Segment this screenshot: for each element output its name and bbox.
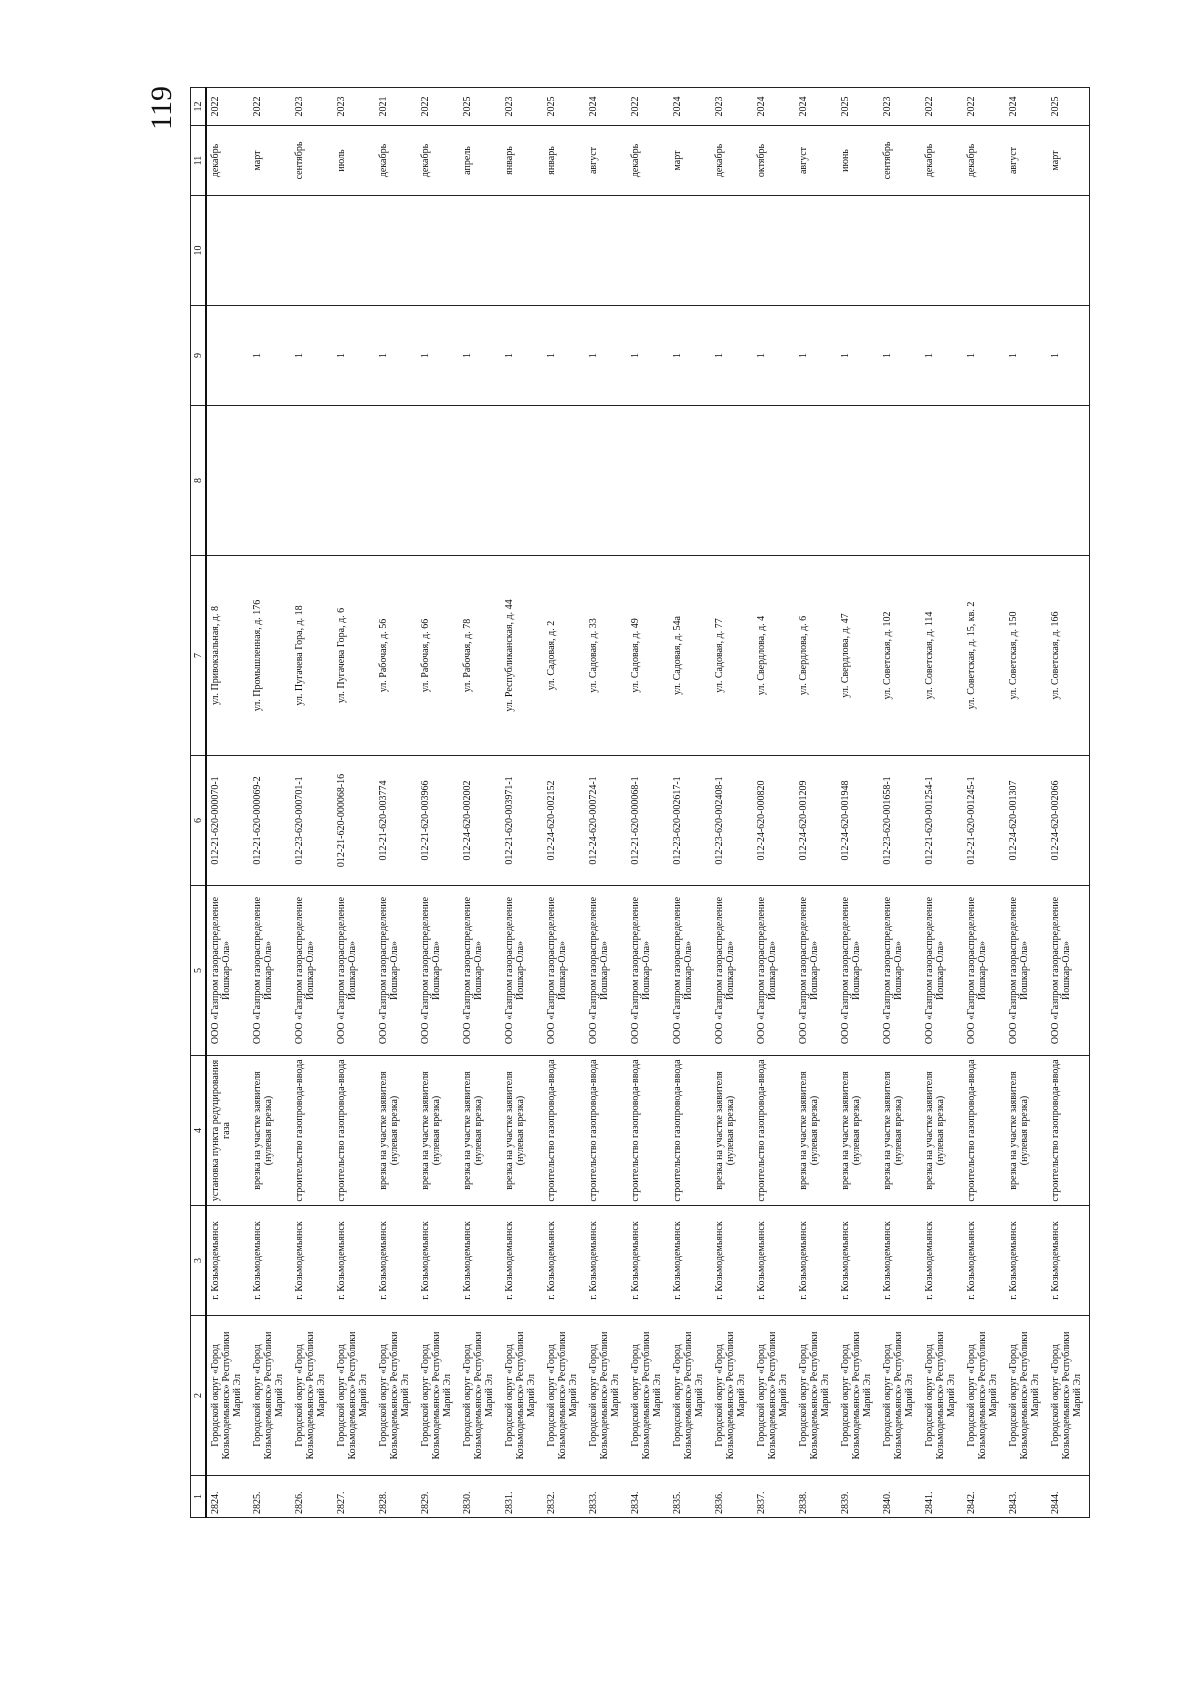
organization-cell: ООО «Газпром газораспределение Йошкар-Ола» xyxy=(206,886,249,1056)
table-row xyxy=(333,88,375,1518)
year-cell: 2025 xyxy=(1047,88,1090,126)
month-cell: август xyxy=(1005,126,1047,196)
address-cell: ул. Садовая, д. 49 xyxy=(627,556,669,756)
city-cell: г. Козьмодемьянск xyxy=(921,1206,963,1316)
table-row xyxy=(627,88,669,1518)
col9-cell: 1 xyxy=(1005,306,1047,406)
table-row xyxy=(206,88,249,1518)
year-cell: 2023 xyxy=(333,88,375,126)
district-cell: Городской округ «Город Козьмодемьянск» Республики Марий Эл xyxy=(795,1316,837,1476)
row-number: 2827. xyxy=(333,1476,375,1518)
district-cell: Городской округ «Город Козьмодемьянск» Республики Марий Эл xyxy=(669,1316,711,1476)
address-cell: ул. Советская, д. 150 xyxy=(1005,556,1047,756)
work-type-cell: врезка на участке заявителя (нулевая врезка) xyxy=(921,1056,963,1206)
col10-cell xyxy=(333,196,375,306)
address-cell: ул. Садовая, д. 77 xyxy=(711,556,753,756)
col9-cell: 1 xyxy=(711,306,753,406)
year-cell: 2023 xyxy=(291,88,333,126)
row-number: 2844. xyxy=(1047,1476,1090,1518)
address-cell: ул. Советская, д. 114 xyxy=(921,556,963,756)
table-row xyxy=(837,88,879,1518)
code-cell: 012-23-620-002408-1 xyxy=(711,756,753,886)
city-cell: г. Козьмодемьянск xyxy=(669,1206,711,1316)
code-cell: 012-24-620-002066 xyxy=(1047,756,1090,886)
row-number: 2831. xyxy=(501,1476,543,1518)
year-cell: 2024 xyxy=(795,88,837,126)
col10-cell xyxy=(249,196,291,306)
col10-cell xyxy=(627,196,669,306)
col9-cell: 1 xyxy=(585,306,627,406)
organization-cell: ООО «Газпром газораспределение Йошкар-Ола» xyxy=(627,886,669,1056)
code-cell: 012-24-620-000724-1 xyxy=(585,756,627,886)
page-number xyxy=(140,88,180,148)
district-cell: Городской округ «Город Козьмодемьянск» Республики Марий Эл xyxy=(1047,1316,1090,1476)
city-cell: г. Козьмодемьянск xyxy=(249,1206,291,1316)
col9-cell: 1 xyxy=(1047,306,1090,406)
col8-cell xyxy=(1005,406,1047,556)
year-cell: 2024 xyxy=(585,88,627,126)
col9-cell: 1 xyxy=(249,306,291,406)
year-cell: 2022 xyxy=(249,88,291,126)
district-cell: Городской округ «Город Козьмодемьянск» Республики Марий Эл xyxy=(375,1316,417,1476)
code-cell: 012-24-620-002002 xyxy=(459,756,501,886)
organization-cell: ООО «Газпром газораспределение Йошкар-Ола» xyxy=(1005,886,1047,1056)
col9-cell: 1 xyxy=(333,306,375,406)
organization-cell: ООО «Газпром газораспределение Йошкар-Ола» xyxy=(1047,886,1090,1056)
organization-cell: ООО «Газпром газораспределение Йошкар-Ола» xyxy=(837,886,879,1056)
district-cell: Городской округ «Город Козьмодемьянск» Республики Марий Эл xyxy=(501,1316,543,1476)
column-header-11: 11 xyxy=(191,126,207,196)
row-number: 2842. xyxy=(963,1476,1005,1518)
year-cell: 2023 xyxy=(711,88,753,126)
organization-cell: ООО «Газпром газораспределение Йошкар-Ола» xyxy=(879,886,921,1056)
work-type-cell: врезка на участке заявителя (нулевая врезка) xyxy=(459,1056,501,1206)
col8-cell xyxy=(627,406,669,556)
table-row xyxy=(291,88,333,1518)
district-cell: Городской округ «Город Козьмодемьянск» Республики Марий Эл xyxy=(291,1316,333,1476)
col8-cell xyxy=(669,406,711,556)
code-cell: 012-24-620-000820 xyxy=(753,756,795,886)
month-cell: март xyxy=(249,126,291,196)
code-cell: 012-21-620-001254-1 xyxy=(921,756,963,886)
code-cell: 012-21-620-001245-1 xyxy=(963,756,1005,886)
row-number: 2824. xyxy=(206,1476,249,1518)
year-cell: 2022 xyxy=(963,88,1005,126)
col8-cell xyxy=(963,406,1005,556)
work-type-cell: врезка на участке заявителя (нулевая врезка) xyxy=(1005,1056,1047,1206)
row-number: 2832. xyxy=(543,1476,585,1518)
month-cell: август xyxy=(795,126,837,196)
column-header-3: 3 xyxy=(191,1206,207,1316)
month-cell: декабрь xyxy=(627,126,669,196)
col8-cell xyxy=(879,406,921,556)
column-header-2: 2 xyxy=(191,1316,207,1476)
col8-cell xyxy=(375,406,417,556)
col9-cell: 1 xyxy=(669,306,711,406)
table-row xyxy=(669,88,711,1518)
col10-cell xyxy=(459,196,501,306)
work-type-cell: врезка на участке заявителя (нулевая врезка) xyxy=(375,1056,417,1206)
organization-cell: ООО «Газпром газораспределение Йошкар-Ола» xyxy=(963,886,1005,1056)
address-cell: ул. Промышленная, д. 176 xyxy=(249,556,291,756)
col8-cell xyxy=(795,406,837,556)
row-number: 2836. xyxy=(711,1476,753,1518)
col10-cell xyxy=(711,196,753,306)
gasification-table xyxy=(190,87,1090,1518)
col8-cell xyxy=(249,406,291,556)
work-type-cell: строительство газопровода-ввода xyxy=(1047,1056,1090,1206)
row-number: 2830. xyxy=(459,1476,501,1518)
column-header-1: 1 xyxy=(191,1476,207,1518)
table-row xyxy=(1005,88,1047,1518)
col10-cell xyxy=(837,196,879,306)
col9-cell: 1 xyxy=(963,306,1005,406)
col8-cell xyxy=(1047,406,1090,556)
col9-cell: 1 xyxy=(417,306,459,406)
district-cell: Городской округ «Город Козьмодемьянск» Республики Марий Эл xyxy=(333,1316,375,1476)
row-number: 2843. xyxy=(1005,1476,1047,1518)
month-cell: июнь xyxy=(837,126,879,196)
address-cell: ул. Рабочая, д. 78 xyxy=(459,556,501,756)
code-cell: 012-21-620-003966 xyxy=(417,756,459,886)
column-header-7: 7 xyxy=(191,556,207,756)
district-cell: Городской округ «Город Козьмодемьянск» Республики Марий Эл xyxy=(459,1316,501,1476)
table-header xyxy=(191,88,207,1518)
district-cell: Городской округ «Город Козьмодемьянск» Республики Марий Эл xyxy=(627,1316,669,1476)
row-number: 2838. xyxy=(795,1476,837,1518)
col10-cell xyxy=(1005,196,1047,306)
table-row xyxy=(543,88,585,1518)
month-cell: декабрь xyxy=(206,126,249,196)
district-cell: Городской округ «Город Козьмодемьянск» Республики Марий Эл xyxy=(585,1316,627,1476)
table-row xyxy=(501,88,543,1518)
header-row xyxy=(191,88,207,1518)
col8-cell xyxy=(501,406,543,556)
organization-cell: ООО «Газпром газораспределение Йошкар-Ола» xyxy=(417,886,459,1056)
city-cell: г. Козьмодемьянск xyxy=(459,1206,501,1316)
col8-cell xyxy=(333,406,375,556)
table-row xyxy=(879,88,921,1518)
work-type-cell: строительство газопровода-ввода xyxy=(963,1056,1005,1206)
col10-cell xyxy=(375,196,417,306)
col10-cell xyxy=(669,196,711,306)
year-cell: 2022 xyxy=(921,88,963,126)
col8-cell xyxy=(837,406,879,556)
work-type-cell: строительство газопровода-ввода xyxy=(543,1056,585,1206)
row-number: 2828. xyxy=(375,1476,417,1518)
row-number: 2835. xyxy=(669,1476,711,1518)
month-cell: апрель xyxy=(459,126,501,196)
district-cell: Городской округ «Город Козьмодемьянск» Республики Марий Эл xyxy=(417,1316,459,1476)
page-number-text: 119 xyxy=(144,86,178,130)
table-row xyxy=(249,88,291,1518)
city-cell: г. Козьмодемьянск xyxy=(501,1206,543,1316)
row-number: 2839. xyxy=(837,1476,879,1518)
address-cell: ул. Свердлова, д. 6 xyxy=(795,556,837,756)
row-number: 2829. xyxy=(417,1476,459,1518)
organization-cell: ООО «Газпром газораспределение Йошкар-Ола» xyxy=(291,886,333,1056)
col8-cell xyxy=(543,406,585,556)
month-cell: декабрь xyxy=(417,126,459,196)
address-cell: ул. Рабочая, д. 66 xyxy=(417,556,459,756)
row-number: 2834. xyxy=(627,1476,669,1518)
row-number: 2837. xyxy=(753,1476,795,1518)
col10-cell xyxy=(291,196,333,306)
code-cell: 012-21-620-000068-1 xyxy=(627,756,669,886)
month-cell: март xyxy=(1047,126,1090,196)
month-cell: декабрь xyxy=(375,126,417,196)
city-cell: г. Козьмодемьянск xyxy=(543,1206,585,1316)
year-cell: 2024 xyxy=(753,88,795,126)
row-number: 2841. xyxy=(921,1476,963,1518)
code-cell: 012-23-620-002617-1 xyxy=(669,756,711,886)
col9-cell: 1 xyxy=(753,306,795,406)
month-cell: октябрь xyxy=(753,126,795,196)
col9-cell: 1 xyxy=(501,306,543,406)
work-type-cell: установка пункта редуцирования газа xyxy=(206,1056,249,1206)
table-row xyxy=(1047,88,1090,1518)
table-row xyxy=(585,88,627,1518)
col9-cell: 1 xyxy=(879,306,921,406)
organization-cell: ООО «Газпром газораспределение Йошкар-Ола» xyxy=(669,886,711,1056)
col8-cell xyxy=(753,406,795,556)
code-cell: 012-24-620-001307 xyxy=(1005,756,1047,886)
col10-cell xyxy=(1047,196,1090,306)
row-number: 2826. xyxy=(291,1476,333,1518)
organization-cell: ООО «Газпром газораспределение Йошкар-Ола» xyxy=(921,886,963,1056)
col10-cell xyxy=(206,196,249,306)
district-cell: Городской округ «Город Козьмодемьянск» Республики Марий Эл xyxy=(711,1316,753,1476)
col10-cell xyxy=(501,196,543,306)
col9-cell xyxy=(206,306,249,406)
col9-cell: 1 xyxy=(543,306,585,406)
city-cell: г. Козьмодемьянск xyxy=(837,1206,879,1316)
work-type-cell: врезка на участке заявителя (нулевая врезка) xyxy=(501,1056,543,1206)
district-cell: Городской округ «Город Козьмодемьянск» Республики Марий Эл xyxy=(753,1316,795,1476)
code-cell: 012-23-620-000701-1 xyxy=(291,756,333,886)
year-cell: 2025 xyxy=(543,88,585,126)
year-cell: 2022 xyxy=(417,88,459,126)
city-cell: г. Козьмодемьянск xyxy=(753,1206,795,1316)
code-cell: 012-21-620-003774 xyxy=(375,756,417,886)
organization-cell: ООО «Газпром газораспределение Йошкар-Ола» xyxy=(585,886,627,1056)
col10-cell xyxy=(585,196,627,306)
year-cell: 2024 xyxy=(669,88,711,126)
year-cell: 2022 xyxy=(627,88,669,126)
code-cell: 012-21-620-003971-1 xyxy=(501,756,543,886)
city-cell: г. Козьмодемьянск xyxy=(585,1206,627,1316)
month-cell: июль xyxy=(333,126,375,196)
row-number: 2825. xyxy=(249,1476,291,1518)
col10-cell xyxy=(963,196,1005,306)
col8-cell xyxy=(921,406,963,556)
work-type-cell: строительство газопровода-ввода xyxy=(585,1056,627,1206)
col8-cell xyxy=(459,406,501,556)
address-cell: ул. Рабочая, д. 56 xyxy=(375,556,417,756)
address-cell: ул. Свердлова, д. 4 xyxy=(753,556,795,756)
table-row xyxy=(753,88,795,1518)
column-header-9: 9 xyxy=(191,306,207,406)
col9-cell: 1 xyxy=(627,306,669,406)
row-number: 2833. xyxy=(585,1476,627,1518)
address-cell: ул. Привокзальная, д. 8 xyxy=(206,556,249,756)
col10-cell xyxy=(921,196,963,306)
col10-cell xyxy=(543,196,585,306)
col8-cell xyxy=(206,406,249,556)
organization-cell: ООО «Газпром газораспределение Йошкар-Ола» xyxy=(753,886,795,1056)
col10-cell xyxy=(753,196,795,306)
column-header-6: 6 xyxy=(191,756,207,886)
code-cell: 012-21-620-000068-16 xyxy=(333,756,375,886)
address-cell: ул. Пугачева Гора, д. 18 xyxy=(291,556,333,756)
table-row xyxy=(711,88,753,1518)
code-cell: 012-21-620-000070-1 xyxy=(206,756,249,886)
code-cell: 012-24-620-001948 xyxy=(837,756,879,886)
work-type-cell: строительство газопровода-ввода xyxy=(627,1056,669,1206)
table-row xyxy=(375,88,417,1518)
col10-cell xyxy=(795,196,837,306)
city-cell: г. Козьмодемьянск xyxy=(1005,1206,1047,1316)
month-cell: январь xyxy=(501,126,543,196)
col9-cell: 1 xyxy=(459,306,501,406)
work-type-cell: строительство газопровода-ввода xyxy=(753,1056,795,1206)
table-row xyxy=(459,88,501,1518)
district-cell: Городской округ «Город Козьмодемьянск» Республики Марий Эл xyxy=(249,1316,291,1476)
organization-cell: ООО «Газпром газораспределение Йошкар-Ола» xyxy=(333,886,375,1056)
col9-cell: 1 xyxy=(837,306,879,406)
district-cell: Городской округ «Город Козьмодемьянск» Республики Марий Эл xyxy=(963,1316,1005,1476)
city-cell: г. Козьмодемьянск xyxy=(1047,1206,1090,1316)
month-cell: декабрь xyxy=(963,126,1005,196)
work-type-cell: врезка на участке заявителя (нулевая врезка) xyxy=(249,1056,291,1206)
district-cell: Городской округ «Город Козьмодемьянск» Республики Марий Эл xyxy=(921,1316,963,1476)
address-cell: ул. Республиканская, д. 44 xyxy=(501,556,543,756)
district-cell: Городской округ «Город Козьмодемьянск» Республики Марий Эл xyxy=(1005,1316,1047,1476)
year-cell: 2023 xyxy=(501,88,543,126)
col10-cell xyxy=(879,196,921,306)
district-cell: Городской округ «Город Козьмодемьянск» Республики Марий Эл xyxy=(879,1316,921,1476)
work-type-cell: врезка на участке заявителя (нулевая врезка) xyxy=(879,1056,921,1206)
address-cell: ул. Садовая, д. 2 xyxy=(543,556,585,756)
work-type-cell: строительство газопровода-ввода xyxy=(333,1056,375,1206)
month-cell: сентябрь xyxy=(291,126,333,196)
year-cell: 2021 xyxy=(375,88,417,126)
gasification-table-sheet xyxy=(190,88,1083,1518)
table-row xyxy=(417,88,459,1518)
city-cell: г. Козьмодемьянск xyxy=(333,1206,375,1316)
work-type-cell: строительство газопровода-ввода xyxy=(291,1056,333,1206)
col9-cell: 1 xyxy=(375,306,417,406)
address-cell: ул. Пугачева Гора, д. 6 xyxy=(333,556,375,756)
table-row xyxy=(921,88,963,1518)
work-type-cell: врезка на участке заявителя (нулевая врезка) xyxy=(837,1056,879,1206)
address-cell: ул. Советская, д. 15, кв. 2 xyxy=(963,556,1005,756)
col10-cell xyxy=(417,196,459,306)
organization-cell: ООО «Газпром газораспределение Йошкар-Ола» xyxy=(795,886,837,1056)
code-cell: 012-24-620-002152 xyxy=(543,756,585,886)
district-cell: Городской округ «Город Козьмодемьянск» Республики Марий Эл xyxy=(543,1316,585,1476)
col8-cell xyxy=(585,406,627,556)
col8-cell xyxy=(711,406,753,556)
code-cell: 012-23-620-001658-1 xyxy=(879,756,921,886)
organization-cell: ООО «Газпром газораспределение Йошкар-Ола» xyxy=(543,886,585,1056)
col9-cell: 1 xyxy=(795,306,837,406)
col8-cell xyxy=(291,406,333,556)
organization-cell: ООО «Газпром газораспределение Йошкар-Ола» xyxy=(711,886,753,1056)
organization-cell: ООО «Газпром газораспределение Йошкар-Ола» xyxy=(375,886,417,1056)
district-cell: Городской округ «Город Козьмодемьянск» Республики Марий Эл xyxy=(206,1316,249,1476)
city-cell: г. Козьмодемьянск xyxy=(291,1206,333,1316)
column-header-4: 4 xyxy=(191,1056,207,1206)
city-cell: г. Козьмодемьянск xyxy=(963,1206,1005,1316)
month-cell: сентябрь xyxy=(879,126,921,196)
table-row xyxy=(795,88,837,1518)
year-cell: 2025 xyxy=(837,88,879,126)
address-cell: ул. Советская, д. 102 xyxy=(879,556,921,756)
month-cell: декабрь xyxy=(711,126,753,196)
city-cell: г. Козьмодемьянск xyxy=(375,1206,417,1316)
address-cell: ул. Садовая, д. 33 xyxy=(585,556,627,756)
column-header-5: 5 xyxy=(191,886,207,1056)
col9-cell: 1 xyxy=(921,306,963,406)
work-type-cell: строительство газопровода-ввода xyxy=(669,1056,711,1206)
table-row xyxy=(963,88,1005,1518)
organization-cell: ООО «Газпром газораспределение Йошкар-Ола» xyxy=(459,886,501,1056)
work-type-cell: врезка на участке заявителя (нулевая врезка) xyxy=(711,1056,753,1206)
work-type-cell: врезка на участке заявителя (нулевая врезка) xyxy=(417,1056,459,1206)
month-cell: март xyxy=(669,126,711,196)
year-cell: 2025 xyxy=(459,88,501,126)
col9-cell: 1 xyxy=(291,306,333,406)
city-cell: г. Козьмодемьянск xyxy=(206,1206,249,1316)
month-cell: январь xyxy=(543,126,585,196)
district-cell: Городской округ «Город Козьмодемьянск» Республики Марий Эл xyxy=(837,1316,879,1476)
table-body xyxy=(206,88,1090,1518)
address-cell: ул. Свердлова, д. 47 xyxy=(837,556,879,756)
year-cell: 2024 xyxy=(1005,88,1047,126)
city-cell: г. Козьмодемьянск xyxy=(711,1206,753,1316)
row-number: 2840. xyxy=(879,1476,921,1518)
column-header-8: 8 xyxy=(191,406,207,556)
city-cell: г. Козьмодемьянск xyxy=(627,1206,669,1316)
city-cell: г. Козьмодемьянск xyxy=(879,1206,921,1316)
year-cell: 2023 xyxy=(879,88,921,126)
column-header-12: 12 xyxy=(191,88,207,126)
organization-cell: ООО «Газпром газораспределение Йошкар-Ола» xyxy=(501,886,543,1056)
code-cell: 012-21-620-000069-2 xyxy=(249,756,291,886)
column-header-10: 10 xyxy=(191,196,207,306)
year-cell: 2022 xyxy=(206,88,249,126)
work-type-cell: врезка на участке заявителя (нулевая врезка) xyxy=(795,1056,837,1206)
month-cell: август xyxy=(585,126,627,196)
code-cell: 012-24-620-001209 xyxy=(795,756,837,886)
address-cell: ул. Садовая, д. 54а xyxy=(669,556,711,756)
organization-cell: ООО «Газпром газораспределение Йошкар-Ола» xyxy=(249,886,291,1056)
col8-cell xyxy=(417,406,459,556)
address-cell: ул. Советская, д. 166 xyxy=(1047,556,1090,756)
city-cell: г. Козьмодемьянск xyxy=(795,1206,837,1316)
month-cell: декабрь xyxy=(921,126,963,196)
city-cell: г. Козьмодемьянск xyxy=(417,1206,459,1316)
